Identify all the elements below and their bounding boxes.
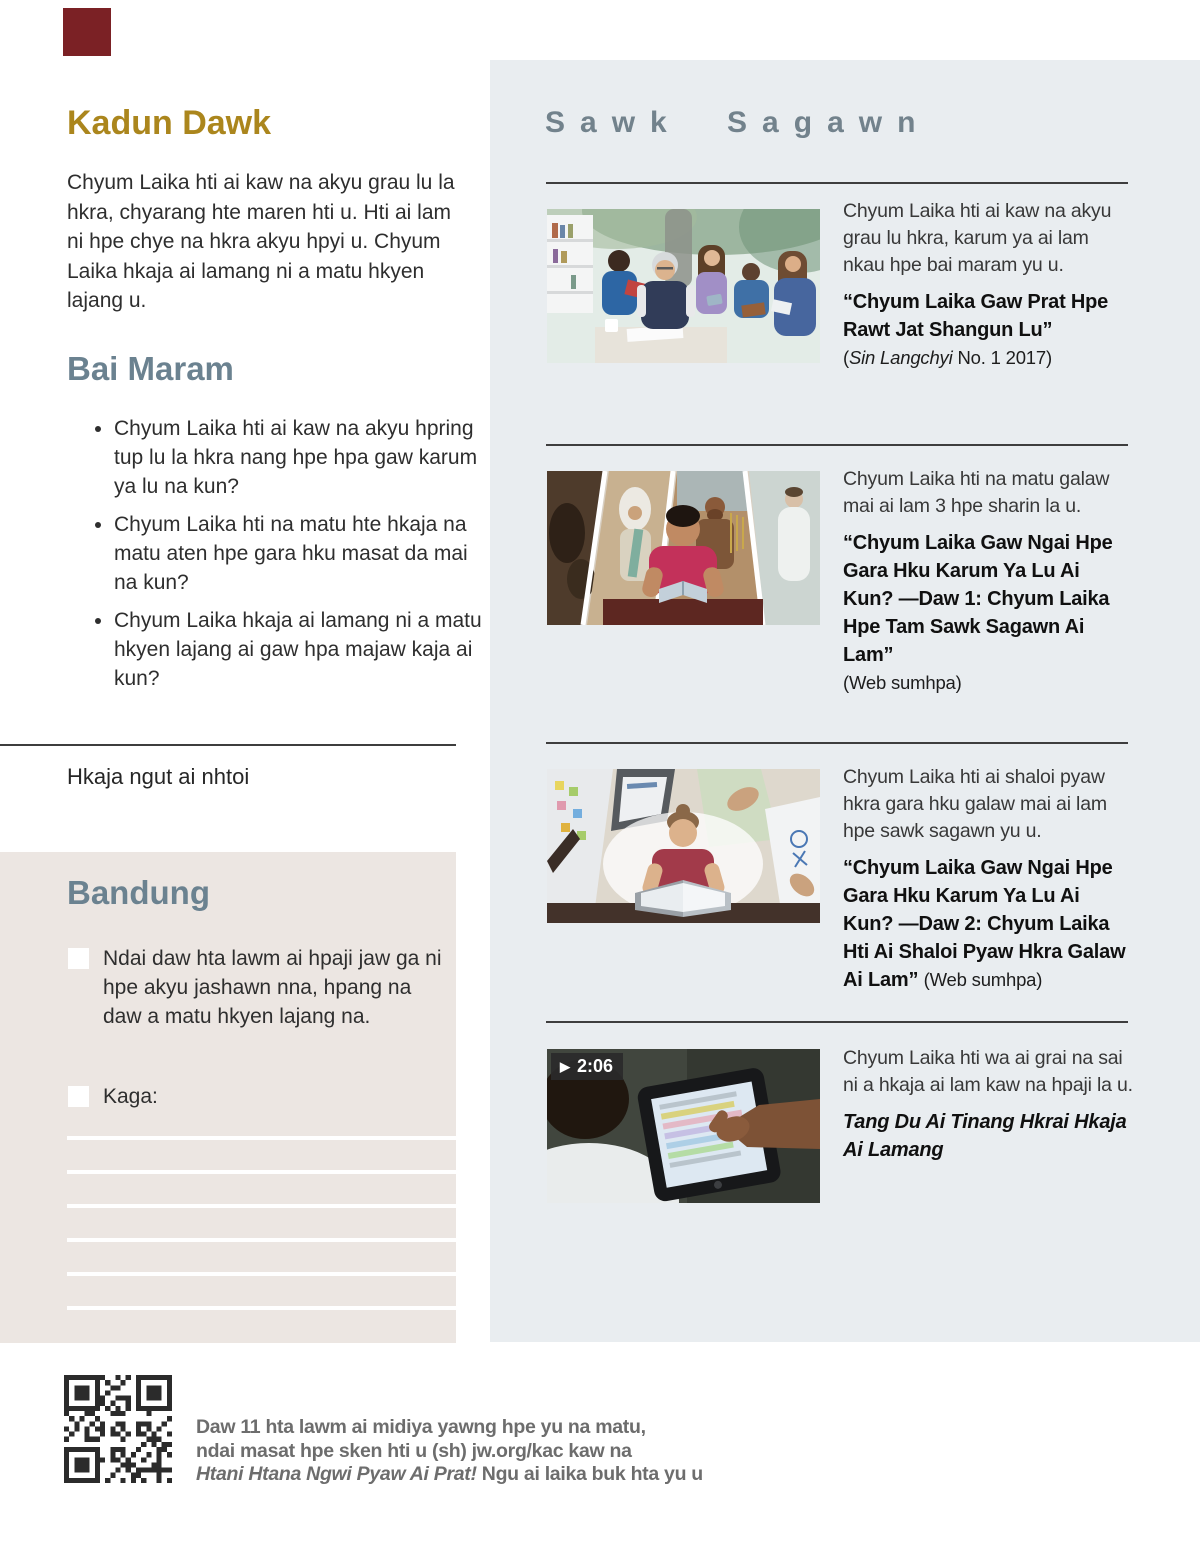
video-thumbnail[interactable] <box>547 1049 820 1203</box>
divider <box>0 744 456 746</box>
notes-title: Bandung <box>67 874 210 911</box>
research-title: Sawk Sagawn <box>545 106 931 139</box>
section-color-square <box>63 8 111 56</box>
research-entry <box>843 764 1135 994</box>
entry-title: “Chyum Laika Gaw Prat Hpe Rawt Jat Shangun Lu” <box>843 291 1109 341</box>
entry-source: (Web sumhpa) <box>843 672 962 693</box>
intro-paragraph: Chyum Laika hti ai kaw na akyu grau lu la hkra, chyarang hte maren hti u. Hti ai lam ni hpe chye na hkra akyu hpyi u. Chyum Laika hkaja ai lamang ni a matu hkyen lajang u. <box>67 171 455 312</box>
entry-source: (Sin Langchyi No. 1 2017) <box>843 347 1052 368</box>
writing-line[interactable] <box>67 1238 456 1242</box>
book-title: Htani Htana Ngwi Pyaw Ai Prat! <box>196 1463 477 1485</box>
entry-description: Chyum Laika hti ai shaloi pyaw hkra gara hku galaw mai ai lam hpe sawk sagawn yu u. <box>843 766 1107 842</box>
checkbox[interactable] <box>68 1086 89 1107</box>
writing-line[interactable] <box>67 1170 456 1174</box>
completion-label: Hkaja ngut ai nhtoi <box>67 764 250 789</box>
writing-line[interactable] <box>67 1204 456 1208</box>
divider <box>546 444 1128 446</box>
source-name: Sin Langchyi <box>848 347 953 368</box>
entry-image-group-reading <box>547 209 820 363</box>
checkbox[interactable] <box>68 948 89 969</box>
video-duration: 2:06 <box>577 1056 614 1076</box>
writing-line[interactable] <box>67 1306 456 1310</box>
review-title: Bai Maram <box>67 350 234 387</box>
writing-line[interactable] <box>67 1272 456 1276</box>
writing-line[interactable] <box>67 1136 456 1140</box>
footer-line: ndai masat hpe sken hti u (sh) jw.org/kac kaw na <box>196 1439 632 1462</box>
entry-description: Chyum Laika hti na matu galaw mai ai lam 3 hpe sharin la u. <box>843 468 1110 517</box>
play-icon: ▶ <box>560 1059 570 1074</box>
other-label: Kaga: <box>103 1085 158 1108</box>
review-question: • Chyum Laika hti na matu hte hkaja na matu aten hpe gara hku masat da mai na kun? <box>114 510 486 597</box>
footer-line: Htani Htana Ngwi Pyaw Ai Prat! Ngu ai laika buk hta yu u <box>196 1463 703 1485</box>
entry-description: Chyum Laika hti wa ai grai na sai ni a hkaja ai lam kaw na hpaji la u. <box>843 1047 1133 1096</box>
entry-image-woman-studying <box>547 769 820 923</box>
video-duration-badge <box>551 1053 623 1080</box>
footer-instructions <box>196 1416 816 1487</box>
entry-title: “Chyum Laika Gaw Ngai Hpe Gara Hku Karum Ya Lu Ai Kun? —Daw 2: Chyum Laika Hti Ai Shaloi Pyaw Hkra Galaw Ai Lam” (Web sumhpa) <box>843 857 1126 991</box>
entry-image-teen-reading-collage <box>547 471 820 625</box>
entry-title: “Chyum Laika Gaw Ngai Hpe Gara Hku Karum Ya Lu Ai Kun? —Daw 1: Chyum Laika Hpe Tam Sawk Sagawn Ai Lam” <box>843 532 1113 666</box>
research-entry <box>843 1045 1135 1164</box>
qr-code <box>64 1375 172 1483</box>
entry-title: Tang Du Ai Tinang Hkrai Hkaja Ai Lamang <box>843 1111 1127 1161</box>
entry-description: Chyum Laika hti ai kaw na akyu grau lu hkra, karum ya ai lam nkau hpe bai maram yu u. <box>843 200 1112 276</box>
entry-source: (Web sumhpa) <box>923 969 1043 990</box>
research-entry <box>843 466 1135 696</box>
research-entry <box>843 198 1135 371</box>
review-question: • Chyum Laika hkaja ai lamang ni a matu hkyen lajang ai gaw hpa majaw kaja ai kun? <box>114 606 486 693</box>
review-questions <box>86 414 486 702</box>
divider <box>546 1021 1128 1023</box>
footer-line: Daw 11 hta lawm ai midiya yawng hpe yu na matu, <box>196 1416 646 1438</box>
section-title: Kadun Dawk <box>67 104 272 142</box>
divider <box>546 742 1128 744</box>
divider <box>546 182 1128 184</box>
review-question: • Chyum Laika hti ai kaw na akyu hpring tup lu la hkra nang hpe hpa gaw karum ya lu na kun? <box>114 414 486 501</box>
note-task-label: Ndai daw hta lawm ai hpaji jaw ga ni hpe akyu jashawn nna, hpang na daw a matu hkyen lajang na. <box>103 947 442 1028</box>
